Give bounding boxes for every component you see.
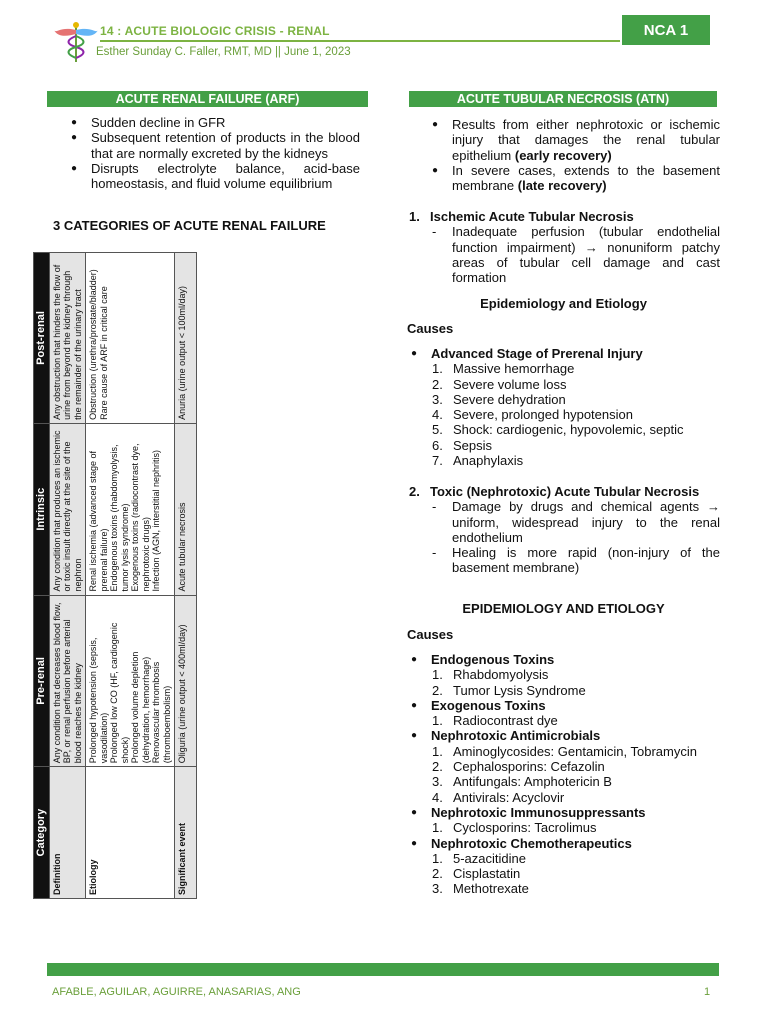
table-cell: Acute tubular necrosis	[175, 423, 197, 595]
toxic-atn-title-row	[407, 484, 720, 499]
etiology-item: Prolonged hypotension (sepsis, vasodilation)	[88, 637, 109, 764]
etiology-item: Endogenous toxins (rhabdomyolysis, tumor lysis syndrome)	[109, 444, 130, 592]
list-item-text: Severe volume loss	[453, 376, 567, 392]
list-item: 1. Aminoglycosides: Gentamicin, Tobramycin	[432, 743, 697, 759]
ischemic-atn-title: Ischemic Acute Tubular Necrosis	[430, 209, 634, 224]
table-row-label: Etiology	[86, 767, 175, 899]
footer-authors: AFABLE, AGUILAR, AGUIRRE, ANASARIAS, ANG	[52, 986, 301, 998]
etiology-item: Prolonged volume depletion (dehydration, hemorrhage)	[130, 651, 151, 764]
list-item-text: Anaphylaxis	[453, 453, 524, 469]
table-cell: Anuria (urine output < 100ml/day)	[175, 253, 197, 424]
etiology-item: Renovascular thrombosis (thromboembolism)	[151, 661, 172, 764]
page-title: 14 : ACUTE BIOLOGIC CRISIS - RENAL	[100, 24, 330, 38]
section-number: 2.	[409, 484, 420, 499]
list-item-text: Tumor Lysis Syndrome	[453, 682, 586, 698]
ischemic-atn-description: - Inadequate perfusion (tubular endothelial function impairment) → nonuniform patchy areas of tubular cell damage and cast formation	[430, 224, 720, 285]
list-item: 4. Antivirals: Acyclovir	[432, 789, 565, 805]
arf-categories-heading: 3 CATEGORIES OF ACUTE RENAL FAILURE	[53, 218, 326, 233]
toxic-atn-point: - Damage by drugs and chemical agents → uniform, widespread injury to the renal endothelium	[430, 499, 720, 545]
arf-categories-table	[33, 252, 187, 899]
list-item-text: Severe, prolonged hypotension	[453, 407, 633, 423]
arf-bullet: ● Sudden decline in GFR	[67, 115, 360, 130]
table-cell	[86, 423, 175, 595]
ischemic-atn-title-row	[407, 209, 720, 224]
arf-bullet: ● Subsequent retention of products in the blood that are normally excreted by the kidneys	[67, 130, 360, 161]
section-number: 1.	[409, 209, 420, 224]
table-header: Intrinsic	[34, 423, 50, 595]
epidemiology-heading-2: EPIDEMIOLOGY AND ETIOLOGY	[462, 601, 665, 616]
list-item-text: Cyclosporins: Tacrolimus	[453, 820, 597, 836]
epidemiology-heading: Epidemiology and Etiology	[480, 296, 647, 311]
atn-bullet-emphasis: (early recovery)	[514, 147, 612, 163]
atn-bullet	[428, 117, 720, 163]
arf-bullets	[67, 115, 360, 191]
causes-label-2: Causes	[407, 627, 454, 642]
list-item-text: Radiocontrast dye	[453, 713, 558, 729]
list-item: 1. Cyclosporins: Tacrolimus	[432, 820, 597, 836]
list-item-text: Cisplastatin	[453, 866, 521, 882]
prerenal-injury-group	[407, 346, 720, 468]
list-item: 6. Sepsis	[432, 437, 493, 453]
table-cell	[86, 253, 175, 424]
list-item: 3. Methotrexate	[432, 881, 529, 897]
cause-group-title: ● Exogenous Toxins	[407, 698, 720, 713]
table-cell: Any obstruction that hinders the flow of urine from beyond the kidney through the remainder of the urinary tract	[49, 253, 86, 424]
table-cell	[86, 595, 175, 767]
causes-label: Causes	[407, 321, 454, 336]
atn-section-heading: ACUTE TUBULAR NECROSIS (ATN)	[409, 91, 717, 107]
list-item-text: Rhabdomyolysis	[453, 667, 549, 683]
cause-group-title: ● Nephrotoxic Immunosuppressants	[407, 805, 720, 820]
etiology-item: Exogenous toxins (radiocontrast dye, nephrotoxic drugs)	[130, 443, 151, 592]
list-item: 1. Radiocontrast dye	[432, 713, 558, 729]
arf-bullet: ● Disrupts electrolyte balance, acid-base homeostasis, and fluid volume equilibrium	[67, 161, 360, 192]
footer-bar	[47, 963, 719, 976]
etiology-item: Renal ischemia (advanced stage of prerenal failure)	[88, 450, 109, 592]
list-item-text: Antivirals: Acyclovir	[453, 789, 565, 805]
list-item: 1. Rhabdomyolysis	[432, 667, 549, 683]
atn-bullet-text: In severe cases, extends to the basement membrane	[452, 162, 720, 194]
list-item-text: 5-azacitidine	[453, 850, 526, 866]
table-header: Pre-renal	[34, 595, 50, 767]
table-row-label: Definition	[49, 767, 86, 899]
page-number: 1	[704, 986, 711, 998]
toxic-atn-title: Toxic (Nephrotoxic) Acute Tubular Necrosis	[430, 484, 700, 499]
atn-bullet-text: Results from either nephrotoxic or ischemic injury that damages the renal tubular epithelium	[452, 117, 720, 163]
table-header: Category	[34, 767, 50, 899]
atn-bullets	[428, 117, 720, 193]
list-item-text: Massive hemorrhage	[453, 361, 575, 377]
etiology-item: Obstruction (urethra/prostate/bladder)	[88, 269, 98, 420]
lecturer-date: Esther Sunday C. Faller, RMT, MD || June 1, 2023	[96, 46, 351, 58]
cause-group-title: ● Nephrotoxic Antimicrobials	[407, 728, 720, 743]
list-item: 7. Anaphylaxis	[432, 453, 524, 469]
list-item-text: Severe dehydration	[453, 391, 566, 407]
list-item: 2. Cephalosporins: Cefazolin	[432, 759, 605, 775]
list-item: 2. Tumor Lysis Syndrome	[432, 682, 586, 698]
table-cell: Any condition that produces an ischemic or toxic insult directly at the site of the nephron	[49, 423, 86, 595]
table-cell: Any condition that decreases blood flow, BP, or renal perfusion before arterial blood reaches the kidney	[49, 595, 86, 767]
list-item: 3. Severe dehydration	[432, 391, 566, 407]
etiology-item: Infection (AGN, interstitial nephritis)	[151, 449, 161, 592]
table-cell: Oliguria (urine output < 400ml/day)	[175, 595, 197, 767]
list-item: 2. Severe volume loss	[432, 376, 567, 392]
header-divider	[100, 40, 620, 42]
list-item-text: Methotrexate	[453, 881, 529, 897]
list-item-text: Antifungals: Amphotericin B	[453, 774, 612, 790]
list-item: 4. Severe, prolonged hypotension	[432, 407, 633, 423]
list-item-text: Shock: cardiogenic, hypovolemic, septic	[453, 422, 684, 438]
cause-group-title: ● Endogenous Toxins	[407, 652, 720, 667]
list-item: 3. Antifungals: Amphotericin B	[432, 774, 612, 790]
etiology-item: Prolonged low CO (HF, cardiogenic shock)	[109, 622, 130, 764]
list-item: 2. Cisplastatin	[432, 866, 521, 882]
list-item-text: Aminoglycosides: Gentamicin, Tobramycin	[453, 743, 697, 759]
toxic-atn-point: - Healing is more rapid (non-injury of the basement membrane)	[430, 545, 720, 576]
arf-section-heading: ACUTE RENAL FAILURE (ARF)	[47, 91, 368, 107]
caduceus-logo-icon	[52, 20, 100, 64]
course-badge: NCA 1	[622, 15, 710, 45]
cause-group-title: ● Nephrotoxic Chemotherapeutics	[407, 836, 720, 851]
list-item: 1. 5-azacitidine	[432, 850, 526, 866]
list-item: 5. Shock: cardiogenic, hypovolemic, septic	[432, 422, 684, 438]
atn-bullet-emphasis: (late recovery)	[517, 178, 607, 194]
atn-bullet	[428, 163, 720, 194]
list-item-text: Cephalosporins: Cefazolin	[453, 759, 605, 775]
table-row-label: Significant event	[175, 767, 197, 899]
toxin-cause-groups	[407, 652, 720, 897]
list-item: 1. Massive hemorrhage	[432, 361, 575, 377]
table-header: Post-renal	[34, 253, 50, 424]
cause-group-title: ● Advanced Stage of Prerenal Injury	[407, 346, 720, 361]
etiology-item: Rare cause of ARF in critical care	[98, 286, 109, 420]
ischemic-atn-section	[407, 209, 720, 285]
list-item-text: Sepsis	[453, 437, 493, 453]
toxic-atn-section	[407, 484, 720, 576]
